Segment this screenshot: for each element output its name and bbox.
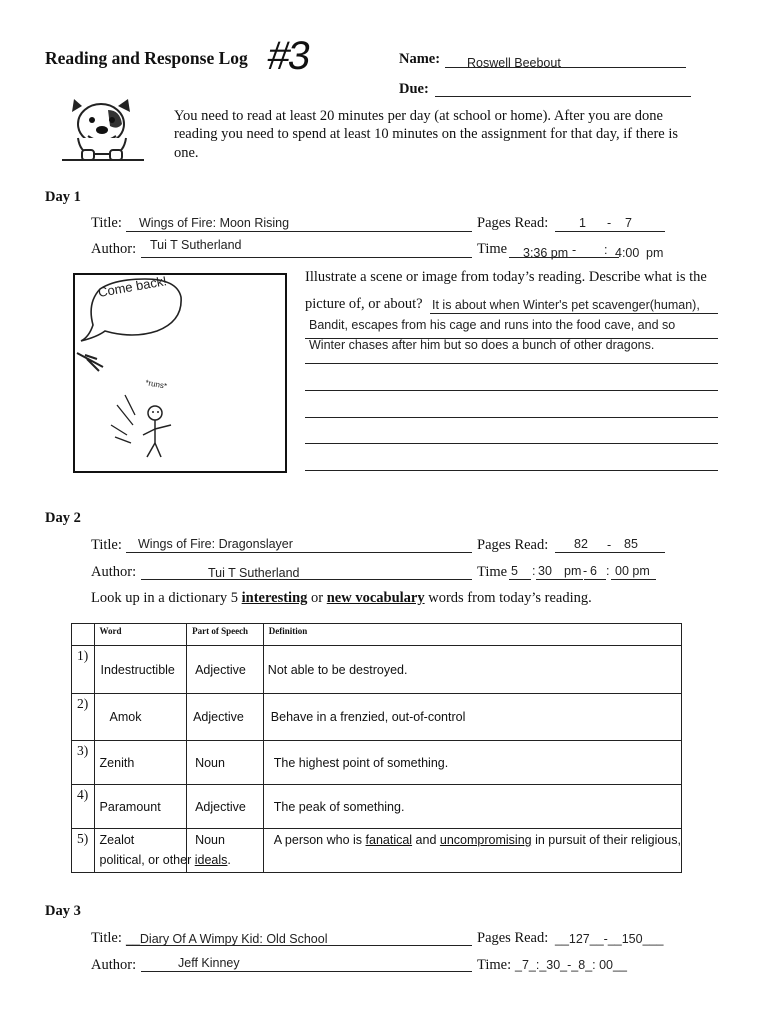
day2-author-value[interactable]: Tui T Sutherland (208, 566, 300, 580)
definition-cell[interactable]: The highest point of something. (263, 741, 681, 785)
pos-cell[interactable]: Adjective (187, 646, 264, 694)
day2-instruction: Look up in a dictionary 5 interesting or new vocabulary words from today’s reading. (91, 590, 592, 606)
day2-pages-from[interactable]: 82 (574, 537, 588, 551)
table-row: 3) Zenith Noun The highest point of something. (72, 741, 682, 785)
vocabulary-table (71, 623, 682, 873)
day1-time-to[interactable]: 4:00 (615, 246, 640, 260)
day1-heading: Day 1 (45, 189, 81, 205)
word-cell[interactable]: Paramount (94, 785, 187, 829)
day2-time-m1[interactable]: 30 (538, 564, 552, 578)
definition-cell[interactable]: A person who is fanatical and uncompromising in pursuit of their religious, (263, 829, 681, 873)
definition-continuation: political, or other ideals. (99, 853, 231, 867)
instructions-line-2: reading you need to spend at least 10 minutes on the assignment for that day, if there is (174, 126, 679, 142)
day1-response-3[interactable]: Winter chases after him but so does a bunch of other dragons. (309, 338, 655, 352)
table-header-row (72, 624, 682, 646)
day3-pages-value[interactable]: __127__-__150___ (555, 932, 664, 946)
day3-title-value[interactable]: __Diary Of A Wimpy Kid: Old School (126, 932, 328, 946)
day1-prompt-line-1: Illustrate a scene or image from today’s reading. Describe what is the (305, 269, 707, 285)
day3-pages-label: Pages Read: (477, 930, 549, 946)
day1-pages-to[interactable]: 7 (625, 216, 632, 230)
day2-time-p1: pm (564, 564, 582, 578)
day1-response-1[interactable]: It is about when Winter's pet scavenger(human), (432, 298, 700, 312)
name-label: Name: (399, 51, 441, 67)
day1-pages-label: Pages Read: (477, 215, 549, 231)
drawing-label-text: *runs* (144, 378, 168, 391)
header-definition: Definition (263, 624, 681, 646)
definition-cell[interactable]: The peak of something. (263, 785, 681, 829)
drawing-speech-text: Come back! (96, 275, 168, 300)
day2-heading: Day 2 (45, 510, 81, 526)
day1-title-label: Title: (91, 215, 122, 231)
pos-cell[interactable]: Noun (187, 829, 264, 873)
word-cell[interactable]: Amok (94, 694, 187, 741)
day2-time-m2[interactable]: 00 pm (615, 564, 650, 578)
day1-author-value[interactable]: Tui T Sutherland (150, 238, 242, 252)
day2-title-value[interactable]: Wings of Fire: Dragonslayer (138, 537, 293, 551)
day2-time-h2[interactable]: 6 (590, 564, 597, 578)
day3-time-value[interactable]: _7_:_30_-_8_: 00__ (515, 958, 627, 972)
day1-time-from[interactable]: 3:36 pm (523, 246, 569, 260)
day1-response-2[interactable]: Bandit, escapes from his cage and runs into the food cave, and so (309, 318, 676, 332)
table-row: 4) Paramount Adjective The peak of something. (72, 785, 682, 829)
illustration-box (73, 273, 287, 473)
day2-author-label: Author: (91, 564, 137, 580)
word-cell[interactable]: Indestructible (94, 646, 187, 694)
name-value[interactable]: Roswell Beebout (467, 56, 561, 70)
table-row: 2) Amok Adjective Behave in a frenzied, out-of-control (72, 694, 682, 741)
day3-time-label: Time: (477, 957, 512, 973)
definition-cell[interactable]: Not able to be destroyed. (263, 646, 681, 694)
day2-time-label: Time (477, 564, 508, 580)
page-title: Reading and Response Log (45, 48, 248, 68)
day1-time-label: Time (477, 241, 508, 257)
word-cell[interactable]: Zealot political, or other ideals. (94, 829, 187, 873)
pos-cell[interactable]: Adjective (187, 785, 264, 829)
table-row: 5) Zealot political, or other ideals. Noun A person who is fanatical and uncompromising in pursuit of their religious, (72, 829, 682, 873)
day2-pages-label: Pages Read: (477, 537, 549, 553)
day2-time-h1[interactable]: 5 (511, 564, 518, 578)
instructions-line-1: You need to read at least 20 minutes per day (at school or home). After you are done (174, 108, 663, 124)
definition-cell[interactable]: Behave in a frenzied, out-of-control (263, 694, 681, 741)
due-label: Due: (399, 81, 429, 97)
day3-title-label: Title: (91, 930, 122, 946)
day1-author-label: Author: (91, 241, 137, 257)
table-row: 1) Indestructible Adjective Not able to be destroyed. (72, 646, 682, 694)
instructions-line-3: one. (174, 145, 199, 161)
pos-cell[interactable]: Adjective (187, 694, 264, 741)
pos-cell[interactable]: Noun (187, 741, 264, 785)
day2-pages-to[interactable]: 85 (624, 537, 638, 551)
day1-pages-from[interactable]: 1 (579, 216, 586, 230)
day1-time-suffix: pm (646, 246, 664, 260)
header-part-of-speech: Part of Speech (187, 624, 264, 646)
bulldog-illustration (60, 96, 145, 166)
header-word: Word (94, 624, 187, 646)
day1-title-value[interactable]: Wings of Fire: Moon Rising (139, 216, 290, 230)
word-cell[interactable]: Zenith (94, 741, 187, 785)
log-number: #3 (264, 34, 312, 78)
day1-prompt-line-2: picture of, or about? (305, 296, 423, 312)
day3-heading: Day 3 (45, 903, 81, 919)
day3-author-label: Author: (91, 957, 137, 973)
day3-author-value[interactable]: Jeff Kinney (178, 956, 240, 970)
day2-title-label: Title: (91, 537, 122, 553)
